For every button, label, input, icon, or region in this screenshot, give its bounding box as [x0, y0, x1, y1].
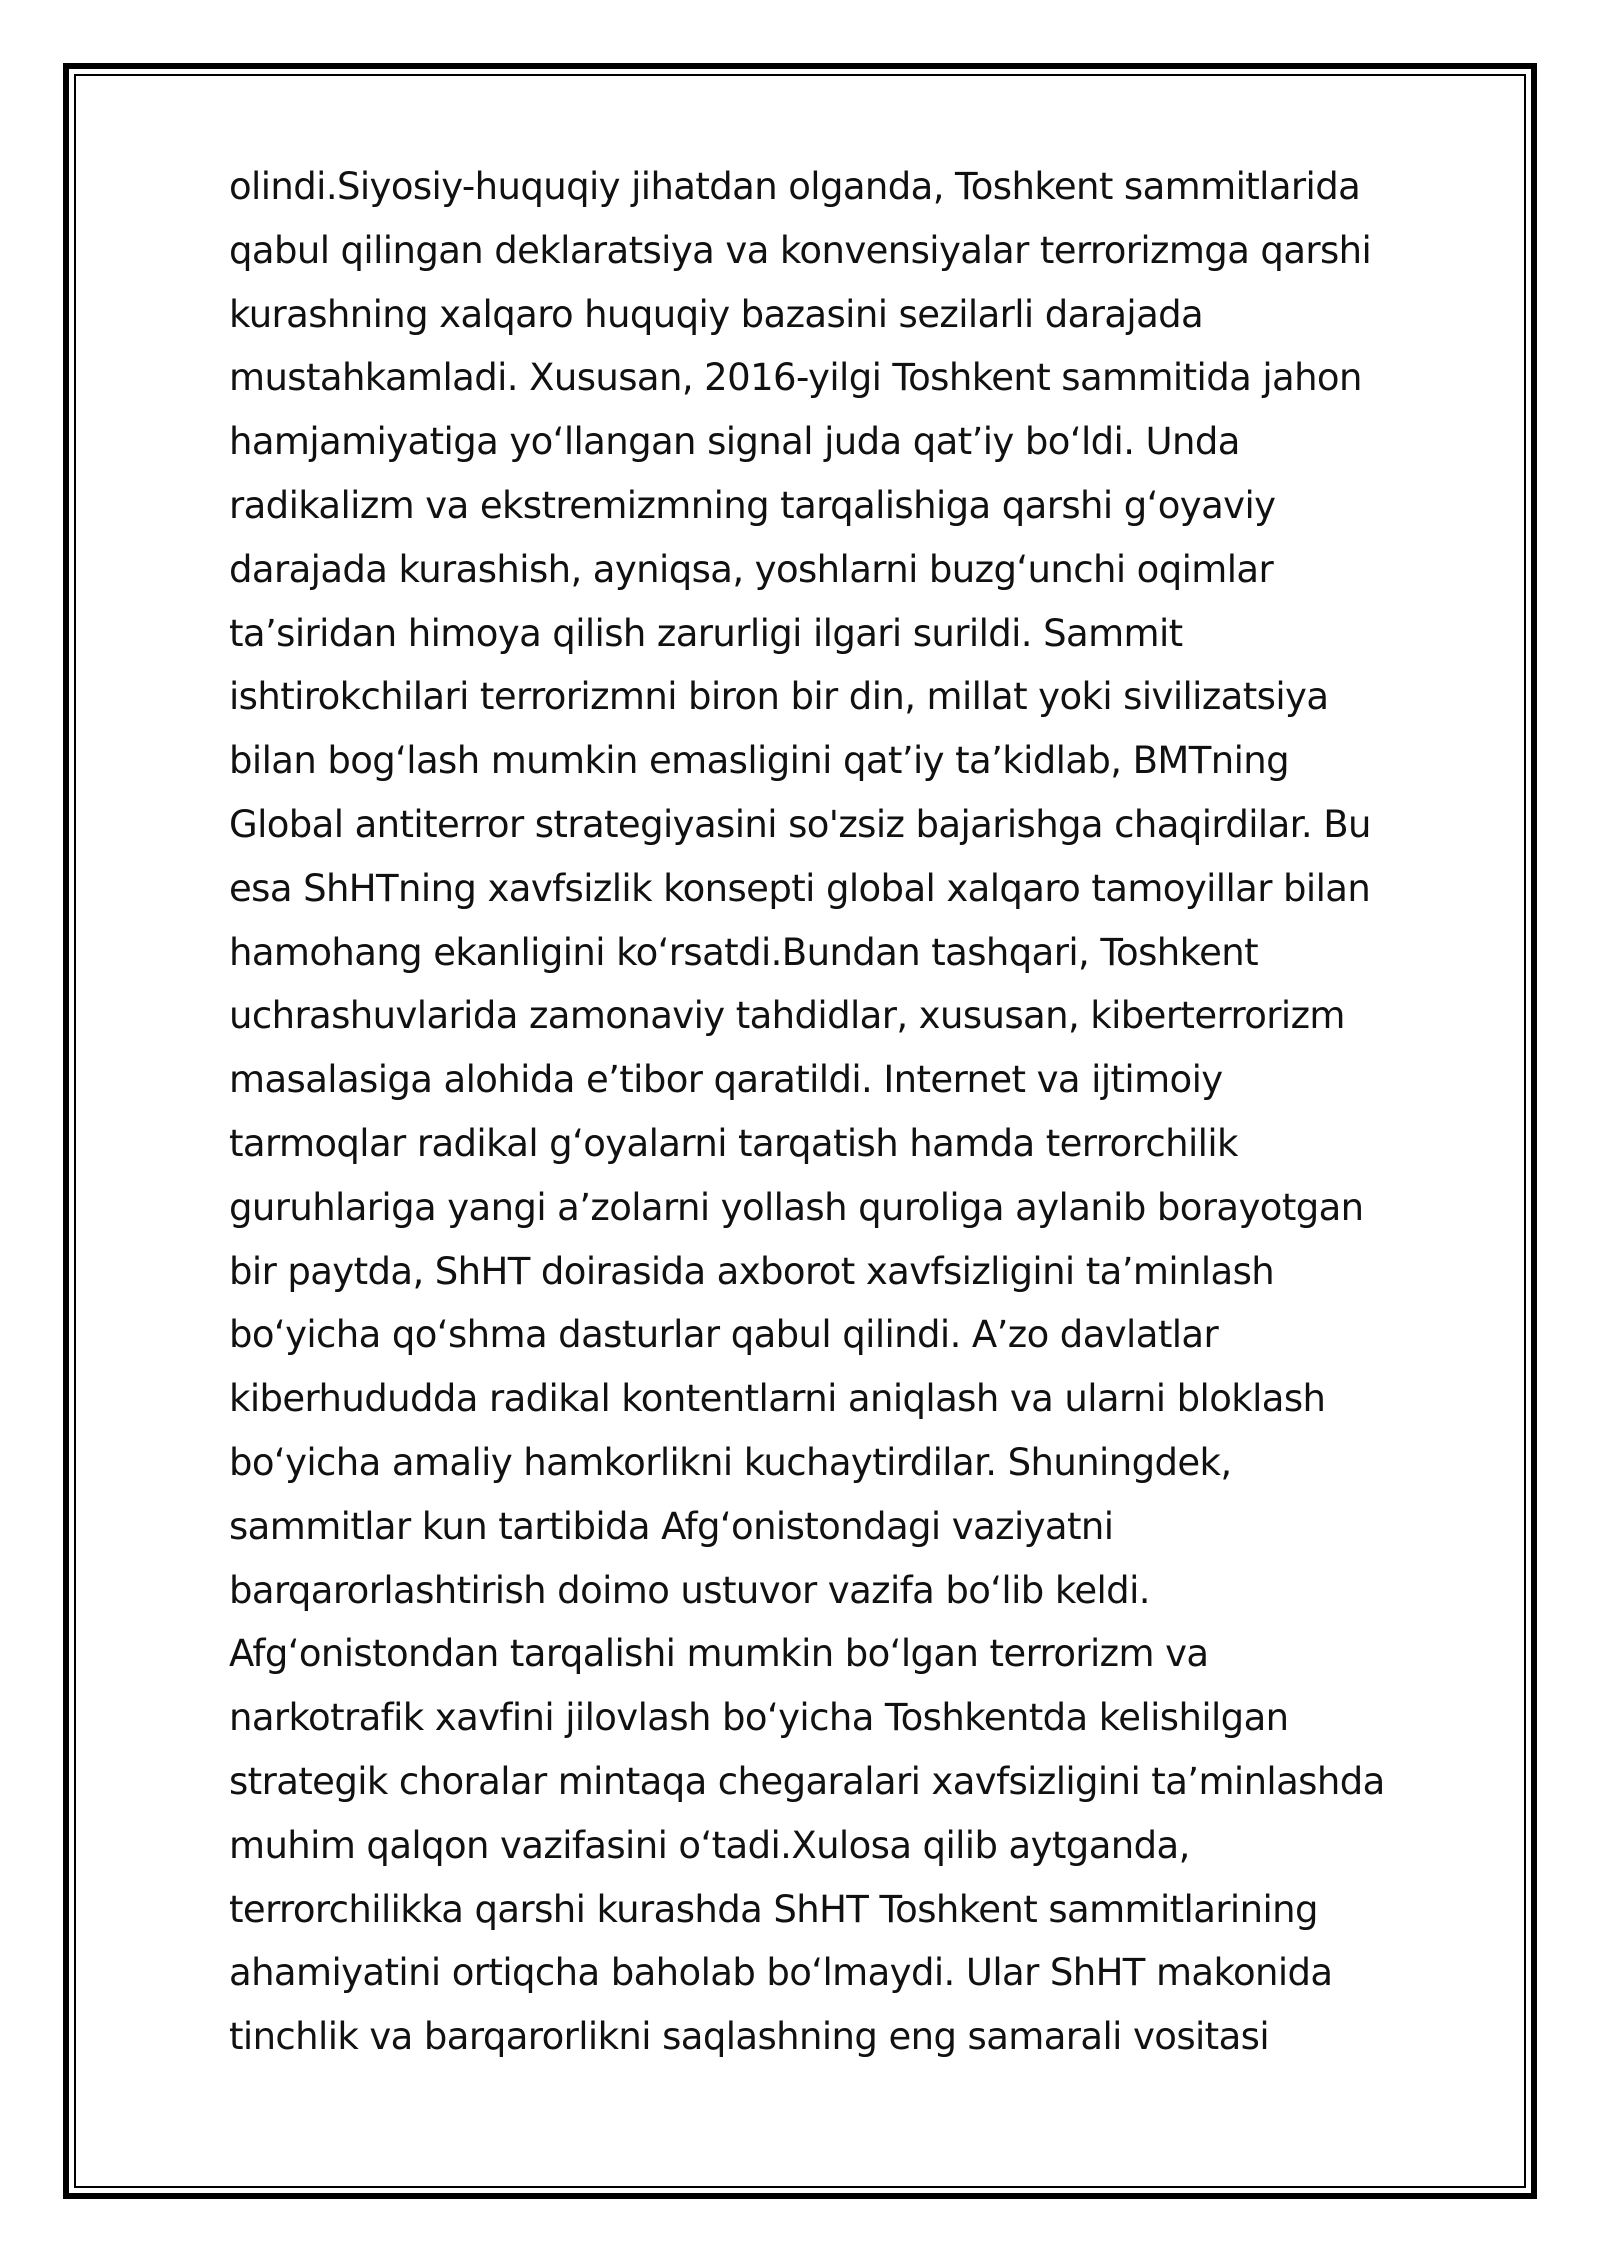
text-line: terrorchilikka qarshi kurashda ShHT Toshkent sammitlarining [229, 1887, 1318, 1931]
text-line: kurashning xalqaro huquqiy bazasini sezilarli darajada [229, 292, 1204, 336]
text-line: Afg‘onistondan tarqalishi mumkin bo‘lgan terrorizm va [229, 1632, 1209, 1676]
body-paragraph [229, 155, 1509, 2069]
text-line: narkotrafik xavfini jilovlash bo‘yicha Toshkentda kelishilgan [229, 1696, 1289, 1740]
text-line: darajada kurashish, ayniqsa, yoshlarni buzg‘unchi oqimlar [229, 547, 1274, 591]
text-line: ahamiyatini ortiqcha baholab bo‘lmaydi. Ular ShHT makonida [229, 1951, 1333, 1995]
text-line: esa ShHTning xavfsizlik konsepti global xalqaro tamoyillar bilan [229, 866, 1371, 910]
text-line: tarmoqlar radikal g‘oyalarni tarqatish hamda terrorchilik [229, 1121, 1238, 1165]
text-line: barqarorlashtirish doimo ustuvor vazifa bo‘lib keldi. [229, 1568, 1150, 1612]
text-line: masalasiga alohida e’tibor qaratildi. Internet va ijtimoiy [229, 1058, 1223, 1102]
text-line: hamohang ekanligini ko‘rsatdi.Bundan tashqari, Toshkent [229, 930, 1259, 974]
text-line: kiberhududda radikal kontentlarni aniqlash va ularni bloklash [229, 1377, 1326, 1421]
text-line: qabul qilingan deklaratsiya va konvensiyalar terrorizmga qarshi [229, 228, 1372, 272]
text-line: hamjamiyatiga yo‘llangan signal juda qat’iy bo‘ldi. Unda [229, 420, 1240, 464]
text-line: radikalizm va ekstremizmning tarqalishiga qarshi g‘oyaviy [229, 483, 1276, 527]
text-line: uchrashuvlarida zamonaviy tahdidlar, xususan, kiberterrorizm [229, 994, 1345, 1038]
text-line: bilan bog‘lash mumkin emasligini qat’iy ta’kidlab, BMTning [229, 739, 1290, 783]
text-line: Global antiterror strategiyasini so'zsiz bajarishga chaqirdilar. Bu [229, 802, 1371, 846]
text-line: bir paytda, ShHT doirasida axborot xavfsizligini ta’minlash [229, 1249, 1275, 1293]
text-line: mustahkamladi. Xususan, 2016-yilgi Toshkent sammitida jahon [229, 356, 1362, 400]
text-line: ishtirokchilari terrorizmni biron bir din, millat yoki sivilizatsiya [229, 675, 1329, 719]
text-line: strategik choralar mintaqa chegaralari xavfsizligini ta’minlashda [229, 1759, 1385, 1803]
text-line: muhim qalqon vazifasini o‘tadi.Xulosa qilib aytganda, [229, 1823, 1190, 1867]
text-line: guruhlariga yangi a’zolarni yollash quroliga aylanib borayotgan [229, 1185, 1364, 1229]
text-line: bo‘yicha amaliy hamkorlikni kuchaytirdilar. Shuningdek, [229, 1440, 1232, 1484]
text-line: bo‘yicha qo‘shma dasturlar qabul qilindi. A’zo davlatlar [229, 1313, 1219, 1357]
text-line: olindi.Siyosiy-huquqiy jihatdan olganda, Toshkent sammitlarida [229, 165, 1361, 208]
text-line: tinchlik va barqarorlikni saqlashning eng samarali vositasi [229, 2015, 1270, 2059]
text-line: ta’siridan himoya qilish zarurligi ilgari surildi. Sammit [229, 611, 1183, 655]
text-line: sammitlar kun tartibida Afg‘onistondagi vaziyatni [229, 1504, 1114, 1548]
